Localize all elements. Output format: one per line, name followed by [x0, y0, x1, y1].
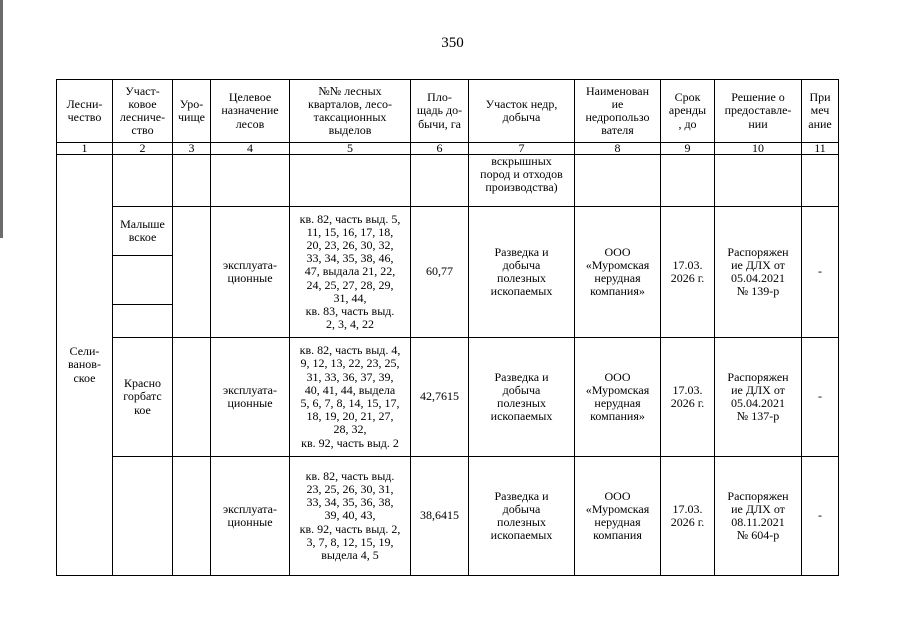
header-row: [57, 80, 839, 143]
forestry-table: [56, 79, 839, 576]
table-row: [57, 457, 839, 576]
quarters-cell: кв. 82, часть выд. 4, 9, 12, 13, 22, 23, 25, 31, 33, 36, 37, 39, 40, 41, 44, выдела 5, 6, 7, 8, 14, 15, 17, 18, 19, 20, 21, 27, 28, 32, кв. 92, часть выд. 2: [290, 338, 411, 457]
column-number: 6: [411, 143, 469, 155]
column-number-row: [57, 143, 839, 155]
user-cell: ООО «Муромская нерудная компания: [575, 457, 661, 576]
page-number: 350: [441, 35, 464, 51]
cell-empty: [290, 155, 411, 207]
continuation-row: [57, 155, 839, 207]
subsoil-cell: Разведка и добыча полезных ископаемых: [469, 207, 575, 338]
continuation-text: вскрышных пород и отходов производства): [469, 155, 575, 207]
header-tract: Уро- чище: [173, 80, 211, 143]
user-cell: ООО «Муромская нерудная компания»: [575, 207, 661, 338]
purpose-cell: эксплуата- ционные: [211, 338, 290, 457]
column-number: 10: [715, 143, 802, 155]
purpose-cell: эксплуата- ционные: [211, 207, 290, 338]
quarters-cell: кв. 82, часть выд. 5, 11, 15, 16, 17, 18, 20, 23, 26, 30, 32, 33, 34, 35, 38, 46, 47, выдала 21, 22, 24, 25, 27, 28, 29, 31, 44, кв. 83, часть выд. 2, 3, 4, 22: [290, 207, 411, 338]
forestry-cell: Сели- ванов- ское: [57, 155, 113, 576]
district-cell: [113, 457, 173, 576]
table-row: [57, 338, 839, 457]
subsoil-cell: Разведка и добыча полезных ископаемых: [469, 338, 575, 457]
cell-empty: [715, 155, 802, 207]
column-number: 11: [802, 143, 839, 155]
header-term: Срок аренды , до: [661, 80, 715, 143]
header-purpose: Целевое назначение лесов: [211, 80, 290, 143]
cell-empty: [661, 155, 715, 207]
district-subcell-empty: [113, 256, 173, 305]
header-user: Наименован ие недропользо вателя: [575, 80, 661, 143]
table-row: [57, 207, 839, 256]
note-cell: -: [802, 457, 839, 576]
column-number: 1: [57, 143, 113, 155]
header-forestry: Лесни- чество: [57, 80, 113, 143]
subsoil-cell: Разведка и добыча полезных ископаемых: [469, 457, 575, 576]
header-subsoil: Участок недр, добыча: [469, 80, 575, 143]
term-cell: 17.03. 2026 г.: [661, 207, 715, 338]
column-number: 8: [575, 143, 661, 155]
column-number: 4: [211, 143, 290, 155]
decision-cell: Распоряжен ие ДЛХ от 08.11.2021 № 604-р: [715, 457, 802, 576]
district-subcell-empty: [113, 305, 173, 338]
area-cell: 38,6415: [411, 457, 469, 576]
cell-empty: [211, 155, 290, 207]
cell-empty: [575, 155, 661, 207]
header-area: Пло- щадь до- бычи, га: [411, 80, 469, 143]
term-cell: 17.03. 2026 г.: [661, 457, 715, 576]
district-cell: Красно горбатс кое: [113, 338, 173, 457]
column-number: 3: [173, 143, 211, 155]
cell-empty: [173, 155, 211, 207]
decision-cell: Распоряжен ие ДЛХ от 05.04.2021 № 137-р: [715, 338, 802, 457]
cell-empty: [802, 155, 839, 207]
district-cell: Малыше вское: [113, 207, 173, 256]
purpose-cell: эксплуата- ционные: [211, 457, 290, 576]
term-cell: 17.03. 2026 г.: [661, 338, 715, 457]
tract-cell: [173, 338, 211, 457]
cell-empty: [411, 155, 469, 207]
decision-cell: Распоряжен ие ДЛХ от 05.04.2021 № 139-р: [715, 207, 802, 338]
user-cell: ООО «Муромская нерудная компания»: [575, 338, 661, 457]
column-number: 9: [661, 143, 715, 155]
quarters-cell: кв. 82, часть выд. 23, 25, 26, 30, 31, 33, 34, 35, 36, 38, 39, 40, 43, кв. 92, часть выд. 2, 3, 7, 8, 12, 15, 19, выдела 4, 5: [290, 457, 411, 576]
tract-cell: [173, 207, 211, 338]
cell-empty: [113, 155, 173, 207]
header-decision: Решение о предоставле- нии: [715, 80, 802, 143]
area-cell: 60,77: [411, 207, 469, 338]
header-quarters: №№ лесных кварталов, лесо- таксационных выделов: [290, 80, 411, 143]
header-district-forestry: Участ- ковое лесниче- ство: [113, 80, 173, 143]
note-cell: -: [802, 207, 839, 338]
column-number: 5: [290, 143, 411, 155]
area-cell: 42,7615: [411, 338, 469, 457]
note-cell: -: [802, 338, 839, 457]
tract-cell: [173, 457, 211, 576]
header-note: При меч ание: [802, 80, 839, 143]
column-number: 7: [469, 143, 575, 155]
column-number: 2: [113, 143, 173, 155]
